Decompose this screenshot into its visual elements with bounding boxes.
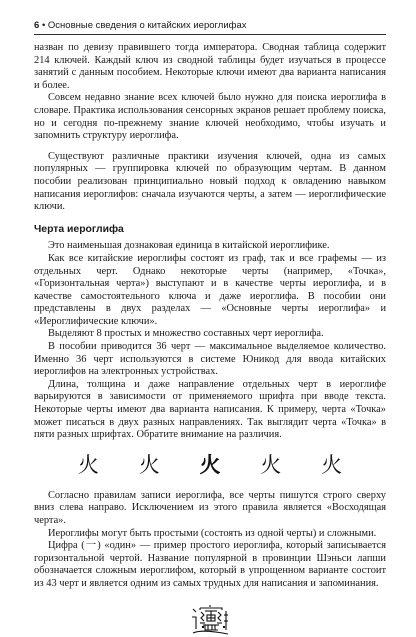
glyph-sample: 火 xyxy=(321,452,343,477)
paragraph: Как все китайские иероглифы состоят из граф, так и все графемы — из отдельных черт. Однако некоторые черты (например, «Точка», «Горизонтальная черта») выступают и в качестве черты иероглифа, и в качестве самостоятельного ключа и даже иероглифа. В пособии они представлены в двух разделах — «Основные черты иероглифа» и «Иероглифические ключи». xyxy=(34,252,386,327)
paragraph: Существуют различные практики изучения ключей, одна из самых популярных — группировка ключей по образующим чертам. В данном пособии реализован принципиально новый подход к овладению навыком написания иероглифов: сначала изучаются черты, а затем — иероглифические ключи. xyxy=(34,150,386,213)
paragraph: Согласно правилам записи иероглифа, все черты пишутся строго сверху вниз слева направо. Исключением из этого правила является «Восходящая черта». xyxy=(34,489,386,526)
paragraph: Совсем недавно знание всех ключей было нужно для поиска иероглифа в словаре. Практика использования сенсорных экранов решает проблему поиска, но и сегодня по-прежнему знание ключей необходимо, чтобы изучать и запомнить структуру иероглифа. xyxy=(34,92,386,142)
glyph-sample: 火 xyxy=(260,452,282,477)
glyph-sample: 火 xyxy=(77,452,99,477)
complex-glyph xyxy=(34,603,386,637)
glyph-sample: 火 xyxy=(138,452,160,477)
paragraph: В пособии приводится 36 черт — максимальное выделяемое количество. Именно 36 черт используются в системе Юникод для ввода китайских иероглифов на электронных устройствах. xyxy=(34,341,386,378)
paragraph: Выделяют 8 простых и множество составных черт иероглифа. xyxy=(48,328,324,340)
biang-character-icon xyxy=(190,603,230,637)
paragraph: Это наименьшая дознаковая единица в китайской иероглифике. xyxy=(48,240,330,252)
paragraph: Цифра (一) «один» — пример простого иероглифа, который записывается горизонтальной чертой. Название популярной в провинции Шэньси лапши обозначается сложным иероглифом, который в упрощенном варианте состоит из 43 черт и является одним из самых трудных для написания и запоминания. xyxy=(34,540,386,589)
section-title: Черта иероглифа xyxy=(34,223,124,235)
running-header xyxy=(34,20,386,34)
glyph-sample: 火 xyxy=(199,452,221,477)
font-samples-row xyxy=(58,448,362,482)
page-body xyxy=(34,42,386,637)
header-title: Основные сведения о китайских иероглифах xyxy=(47,20,247,31)
paragraph: назван по девизу правившего тогда императора. Сводная таблица содержит 214 ключей. Каждый ключ из сводной таблицы будет изучаться в процессе занятий с данным пособием. Некоторые ключи имеют два варианта написания и более. xyxy=(34,42,386,91)
page-number: 6 xyxy=(34,20,40,31)
paragraph: Иероглифы могут быть простыми (состоять из одной черты) и сложными. xyxy=(48,527,377,539)
header-bullet: • xyxy=(41,20,46,31)
paragraph: Длина, толщина и даже направление отдельных черт в иероглифе варьируются в зависимости от применяемого шрифта при вводе текста. Некоторые черты имеют два варианта написания. К примеру, черта «Точка» может писаться в двух разных направлениях. Так выглядит черта «Точка» в пяти разных шрифтах. Обратите внимание на различия. xyxy=(34,378,386,441)
header-rule xyxy=(34,34,386,35)
